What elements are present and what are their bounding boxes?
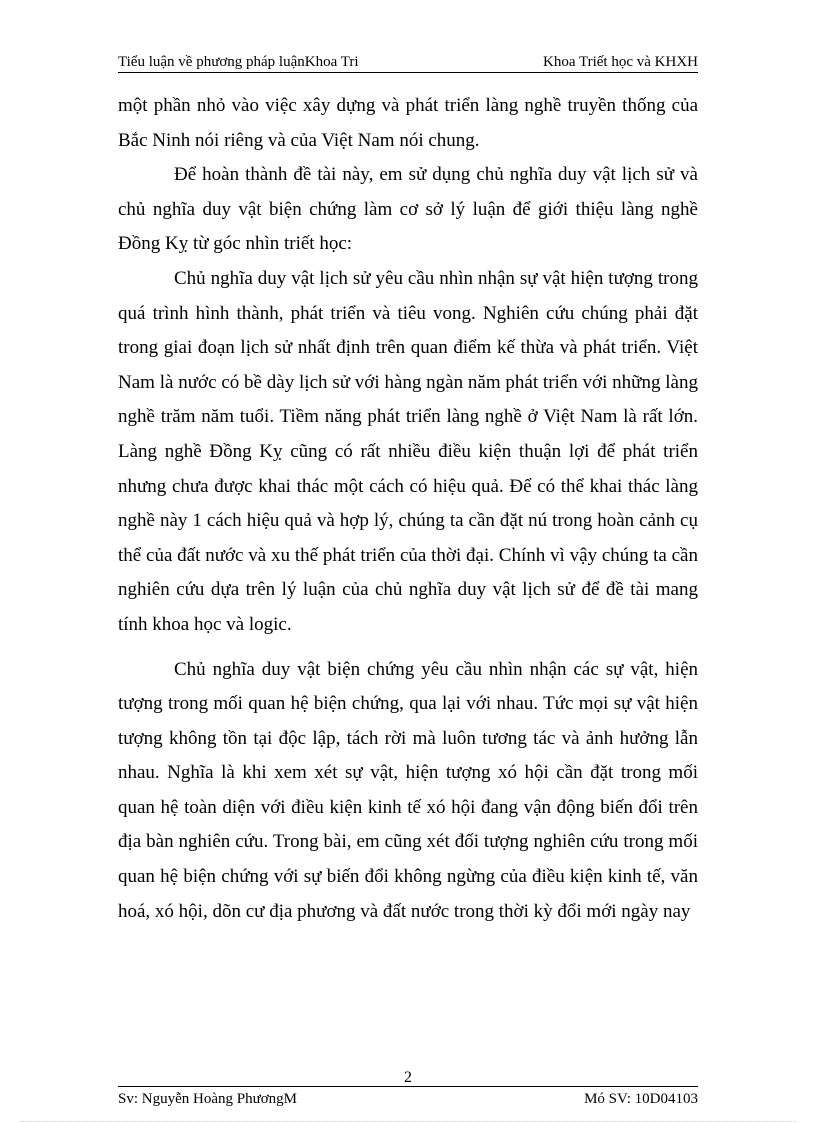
footer-right-text: Mó SV: 10D04103: [584, 1091, 698, 1107]
page-number: 2: [404, 1069, 412, 1086]
page-header: [118, 52, 698, 73]
body-text: [118, 89, 698, 929]
bottom-dotted-divider: [20, 1121, 796, 1122]
paragraph-4: Chủ nghĩa duy vật biện chứng yêu cầu nhìn nhận các sự vật, hiện tượng trong mối quan hệ biện chứng, qua lại với nhau. Tức mọi sự vật hiện tượng không tồn tại độc lập, tách rời mà luôn tương tác và ảnh hưởng lẫn nhau. Nghĩa là khi xem xét sự vật, hiện tượng xó hội cần đặt trong mối quan hệ toàn diện với điều kiện kinh tế xó hội đang vận động biến đổi trên địa bàn nghiên cứu. Trong bài, em cũng xét đối tượng nghiên cứu trong mối quan hệ biện chứng với sự biến đổi không ngừng của điều kiện kinh tế, văn hoá, xó hội, dõn cư địa phương và đất nước trong thời kỳ đổi mới ngày nay: [118, 658, 698, 922]
paragraph-3: Chủ nghĩa duy vật lịch sử yêu cầu nhìn nhận sự vật hiện tượng trong quá trình hình thành, phát triển và tiêu vong. Nghiên cứu chúng phải đặt trong giai đoạn lịch sử nhất định trên quan điểm kế thừa và phát triển. Việt Nam là nước có bề dày lịch sử với hàng ngàn năm phát triển với những làng nghề trăm năm tuổi. Tiềm năng phát triển làng nghề ở Việt Nam là rất lớn. Làng nghề Đồng Kỵ cũng có rất nhiều điều kiện thuận lợi để phát triển nhưng chưa được khai thác một cách có hiệu quả. Để có thể khai thác làng nghề này 1 cách hiệu quả và hợp lý, chúng ta cần đặt nú trong hoàn cảnh cụ thể của đất nước và xu thế phát triển của thời đại. Chính vì vậy chúng ta cần nghiên cứu dựa trên lý luận của chủ nghĩa duy vật lịch sử để đề tài mang tính khoa học và logic.: [118, 267, 698, 635]
footer-left-text: Sv: Nguyễn Hoàng PhươngM: [118, 1091, 297, 1107]
header-left-text: Tiểu luận về phương pháp luậnKhoa Tri: [118, 54, 359, 70]
header-right-text: Khoa Triết học và KHXH: [543, 54, 698, 70]
paragraph-1: một phần nhỏ vào việc xây dựng và phát triển làng nghề truyền thống của Bắc Ninh nói riêng và của Việt Nam nói chung.: [118, 95, 698, 151]
paragraph-2: Để hoàn thành đề tài này, em sử dụng chủ nghĩa duy vật lịch sử và chủ nghĩa duy vật biện chứng làm cơ sở lý luận để giới thiệu làng nghề Đồng Kỵ từ góc nhìn triết học:: [118, 164, 698, 255]
page-footer: [118, 1086, 698, 1109]
